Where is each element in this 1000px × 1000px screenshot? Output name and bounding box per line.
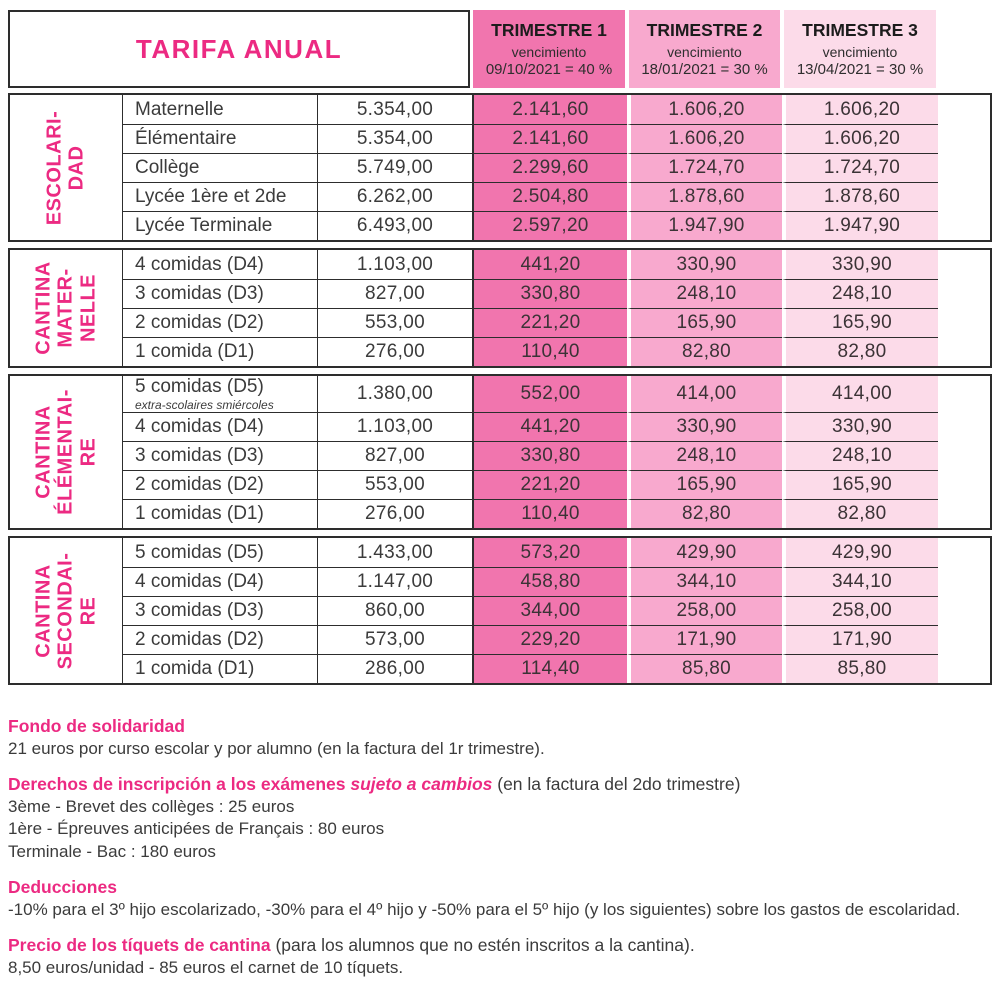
note-line: 8,50 euros/unidad - 85 euros el carnet de 10 tíquets.	[8, 958, 404, 978]
row-trimester2-value: 429,90	[627, 538, 782, 567]
note-precio-tiquets	[8, 934, 988, 979]
table-row-name	[122, 308, 317, 337]
row-trimester3-value: 1.947,90	[782, 211, 938, 240]
row-trimester3-value: 165,90	[782, 470, 938, 499]
row-trimester1-value: 2.141,60	[472, 124, 627, 153]
row-trimester3-value: 1.606,20	[782, 95, 938, 124]
row-name-text: 1 comida (D1)	[135, 658, 255, 679]
row-name-text: Lycée Terminale	[135, 215, 273, 236]
note-deducciones	[8, 876, 988, 921]
row-trimester3-value: 171,90	[782, 625, 938, 654]
note-line: 3ème - Brevet des collèges : 25 euros	[8, 796, 295, 816]
row-annual-value: 276,00	[317, 337, 472, 366]
note-title-suffix: (para los alumnos que no estén inscritos a la cantina).	[270, 935, 695, 956]
row-trimester3-value: 344,10	[782, 567, 938, 596]
row-annual-value: 5.354,00	[317, 95, 472, 124]
row-trimester2-value: 171,90	[627, 625, 782, 654]
row-trimester2-value: 248,10	[627, 279, 782, 308]
note-title-suffix: (en la factura del 2do trimestre)	[492, 774, 741, 795]
row-trimester3-value: 85,80	[782, 654, 938, 683]
table-row-name	[122, 376, 317, 412]
row-annual-value: 553,00	[317, 308, 472, 337]
row-trimester2-value: 258,00	[627, 596, 782, 625]
note-title-line	[8, 773, 988, 796]
table-row-name	[122, 441, 317, 470]
section-label-line: CANTINA	[32, 405, 55, 499]
row-trimester3-value: 1.606,20	[782, 124, 938, 153]
row-trimester1-value: 330,80	[472, 279, 627, 308]
row-trimester3-value: 82,80	[782, 337, 938, 366]
row-trimester1-value: 344,00	[472, 596, 627, 625]
row-trimester2-value: 248,10	[627, 441, 782, 470]
row-name-text: Lycée 1ère et 2de	[135, 186, 287, 207]
section-label-line: NELLE	[77, 273, 100, 343]
table-row-name	[122, 654, 317, 683]
row-annual-value: 1.433,00	[317, 538, 472, 567]
section-label-line: MATER-	[54, 268, 77, 348]
row-trimester3-value: 248,10	[782, 279, 938, 308]
table-row-name	[122, 499, 317, 528]
row-annual-value: 5.749,00	[317, 153, 472, 182]
section-label-line: CANTINA	[32, 563, 55, 658]
row-trimester2-value: 165,90	[627, 308, 782, 337]
row-annual-value: 553,00	[317, 470, 472, 499]
row-trimester3-value: 414,00	[782, 376, 938, 412]
row-trimester2-value: 1.878,60	[627, 182, 782, 211]
section-label-text	[32, 261, 99, 355]
row-annual-value: 1.147,00	[317, 567, 472, 596]
row-trimester3-value: 248,10	[782, 441, 938, 470]
section-label-line: ÉLÉMENTAI-	[54, 389, 77, 515]
row-trimester1-value: 221,20	[472, 308, 627, 337]
row-name-text: Élémentaire	[135, 128, 237, 149]
row-name-text: 4 comidas (D4)	[135, 416, 264, 437]
row-name-text: 1 comidas (D1)	[135, 503, 264, 524]
note-derechos-inscripcion	[8, 773, 988, 863]
row-trimester1-value: 2.299,60	[472, 153, 627, 182]
note-title-line	[8, 715, 988, 738]
row-trimester2-value: 1.947,90	[627, 211, 782, 240]
row-name-text: 2 comidas (D2)	[135, 312, 264, 333]
row-name-text: 5 comidas (D5)	[135, 376, 264, 397]
note-line: Terminale - Bac : 180 euros	[8, 841, 216, 861]
section-label-line: CANTINA	[32, 261, 55, 355]
row-trimester1-value: 2.141,60	[472, 95, 627, 124]
section-cantina-maternelle	[8, 248, 992, 368]
section-label-text	[32, 389, 99, 515]
trimester-1-due: 09/10/2021 = 40 %	[485, 61, 613, 78]
row-trimester3-value: 165,90	[782, 308, 938, 337]
table-row-name	[122, 596, 317, 625]
table-header	[8, 10, 992, 88]
row-trimester3-value: 82,80	[782, 499, 938, 528]
row-trimester1-value: 458,80	[472, 567, 627, 596]
section-label-line: SECONDAI-	[54, 552, 77, 669]
row-trimester2-value: 82,80	[627, 337, 782, 366]
trimester-3-due: 13/04/2021 = 30 %	[796, 61, 924, 78]
footnotes	[8, 715, 992, 980]
row-trimester3-value: 429,90	[782, 538, 938, 567]
section-label-line: RE	[77, 596, 100, 625]
row-trimester1-value: 330,80	[472, 441, 627, 470]
row-annual-value: 286,00	[317, 654, 472, 683]
trimester-1-label: TRIMESTRE 1	[491, 20, 607, 40]
row-name-text: 4 comidas (D4)	[135, 253, 264, 275]
section-label-text	[44, 110, 89, 225]
row-annual-value: 276,00	[317, 499, 472, 528]
note-line: 1ère - Épreuves anticipées de Français : 80 euros	[8, 819, 385, 839]
table-row-name	[122, 567, 317, 596]
row-trimester1-value: 229,20	[472, 625, 627, 654]
row-name-text: 5 comidas (D5)	[135, 541, 264, 563]
row-name-text: 4 comidas (D4)	[135, 571, 264, 592]
section-cantina-secondaire	[8, 536, 992, 685]
row-trimester1-value: 110,40	[472, 499, 627, 528]
row-trimester1-value: 110,40	[472, 337, 627, 366]
row-annual-value: 6.262,00	[317, 182, 472, 211]
note-title: Derechos de inscripción a los exámenes	[8, 774, 351, 795]
row-name-text: 2 comidas (D2)	[135, 629, 264, 650]
row-trimester2-value: 344,10	[627, 567, 782, 596]
table-row-name	[122, 124, 317, 153]
table-row-name	[122, 95, 317, 124]
row-annual-value: 827,00	[317, 441, 472, 470]
page-title: TARIFA ANUAL	[8, 10, 470, 88]
trimester-2-sublabel: vencimiento	[667, 44, 742, 60]
section-label	[10, 250, 122, 366]
row-trimester1-value: 2.597,20	[472, 211, 627, 240]
trimester-1-sublabel: vencimiento	[511, 44, 587, 60]
table-row-name	[122, 337, 317, 366]
section-cantina-elementaire	[8, 374, 992, 530]
row-trimester1-value: 441,20	[472, 412, 627, 441]
row-annual-value: 1.103,00	[317, 250, 472, 279]
row-name-text: 2 comidas (D2)	[135, 474, 264, 495]
row-trimester3-value: 1.724,70	[782, 153, 938, 182]
row-name-text: Collège	[135, 157, 200, 178]
section-label	[10, 95, 122, 240]
row-name-text: 3 comidas (D3)	[135, 445, 264, 466]
row-trimester2-value: 414,00	[627, 376, 782, 412]
row-trimester3-value: 1.878,60	[782, 182, 938, 211]
table-row-name	[122, 182, 317, 211]
note-line: -10% para el 3º hijo escolarizado, -30% para el 4º hijo y -50% para el 5º hijo (y los siguientes) sobre los gastos de escolaridad.	[8, 900, 961, 919]
row-trimester2-value: 1.606,20	[627, 124, 782, 153]
table-row-name	[122, 153, 317, 182]
row-trimester3-value: 330,90	[782, 412, 938, 441]
table-row-name	[122, 250, 317, 279]
row-trimester1-value: 441,20	[472, 250, 627, 279]
row-trimester2-value: 330,90	[627, 250, 782, 279]
note-title-italic: sujeto a cambios	[350, 774, 493, 795]
note-title: Fondo de solidaridad	[8, 716, 185, 736]
row-trimester1-value: 552,00	[472, 376, 627, 412]
row-annual-value: 1.103,00	[317, 412, 472, 441]
note-line: 21 euros por curso escolar y por alumno (en la factura del 1r trimestre).	[8, 738, 545, 758]
row-trimester2-value: 1.606,20	[627, 95, 782, 124]
note-title: Deducciones	[8, 877, 117, 898]
row-trimester2-value: 82,80	[627, 499, 782, 528]
tariff-table-body	[8, 93, 992, 685]
table-row-name	[122, 211, 317, 240]
row-name-text: 3 comidas (D3)	[135, 283, 264, 304]
row-trimester3-value: 330,90	[782, 250, 938, 279]
row-trimester2-value: 85,80	[627, 654, 782, 683]
table-row-name	[122, 625, 317, 654]
row-name-text: 3 comidas (D3)	[135, 600, 264, 621]
row-name-subtext: extra-scolaires smiércoles	[135, 398, 274, 412]
row-annual-value: 1.380,00	[317, 376, 472, 412]
trimester-2-header	[629, 10, 780, 88]
row-annual-value: 827,00	[317, 279, 472, 308]
table-row-name	[122, 412, 317, 441]
trimester-2-due: 18/01/2021 = 30 %	[641, 61, 768, 78]
row-trimester1-value: 573,20	[472, 538, 627, 567]
section-label-line: DAD	[66, 145, 88, 190]
trimester-2-label: TRIMESTRE 2	[646, 20, 763, 40]
section-label-text	[32, 552, 99, 669]
note-fondo-solidaridad	[8, 715, 988, 760]
row-name-text: 1 comida (D1)	[135, 341, 255, 362]
table-row-name	[122, 470, 317, 499]
row-trimester2-value: 165,90	[627, 470, 782, 499]
row-name-text: Maternelle	[135, 98, 224, 120]
table-row-name	[122, 538, 317, 567]
trimester-3-label: TRIMESTRE 3	[802, 20, 918, 40]
row-annual-value: 5.354,00	[317, 124, 472, 153]
row-trimester1-value: 2.504,80	[472, 182, 627, 211]
section-label	[10, 376, 122, 528]
trimester-1-header	[473, 10, 625, 88]
row-annual-value: 6.493,00	[317, 211, 472, 240]
note-title: Precio de los tíquets de cantina	[8, 935, 271, 956]
trimester-3-sublabel: vencimiento	[822, 44, 898, 60]
section-escolaridad	[8, 93, 992, 242]
row-annual-value: 573,00	[317, 625, 472, 654]
row-trimester1-value: 114,40	[472, 654, 627, 683]
row-trimester3-value: 258,00	[782, 596, 938, 625]
row-trimester2-value: 330,90	[627, 412, 782, 441]
trimester-3-header	[784, 10, 936, 88]
section-label-line: RE	[77, 437, 100, 467]
section-label-line: ESCOLARI-	[43, 110, 66, 225]
note-title-line	[8, 876, 988, 899]
table-row-name	[122, 279, 317, 308]
section-label	[10, 538, 122, 683]
row-trimester2-value: 1.724,70	[627, 153, 782, 182]
row-trimester1-value: 221,20	[472, 470, 627, 499]
note-title-line	[8, 934, 988, 957]
row-annual-value: 860,00	[317, 596, 472, 625]
